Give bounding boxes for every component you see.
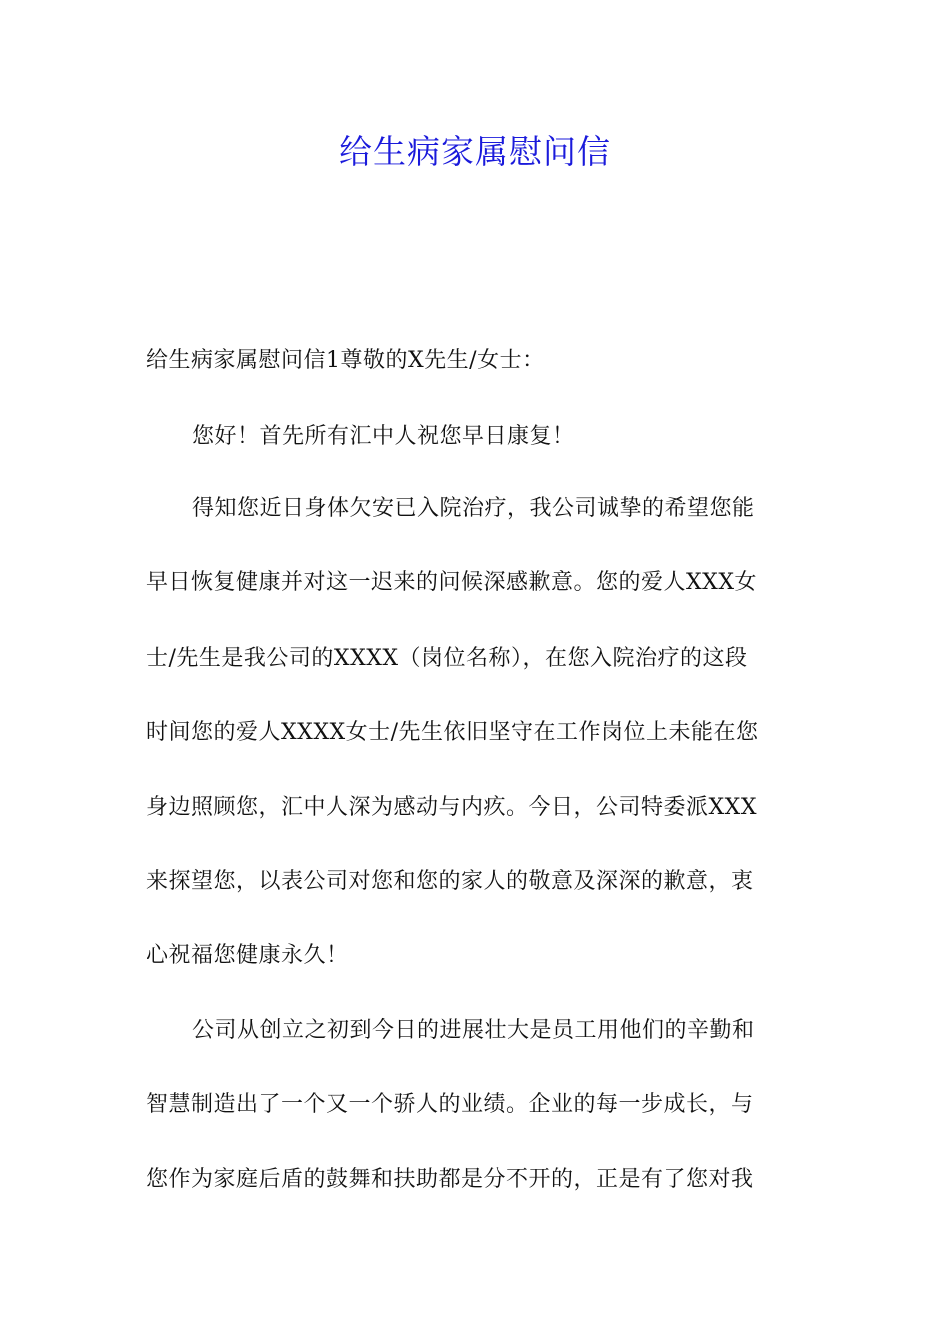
salutation-line: 给生病家属慰问信1尊敬的X先生/女士： [146,348,545,373]
document-title: 给生病家属慰问信 [339,132,611,171]
body-line: 公司从创立之初到今日的进展壮大是员工用他们的辛勤和 [192,1018,755,1043]
body-line: 早日恢复健康并对这一迟来的问候深感歉意。您的爱人XXX女 [146,570,757,595]
body-line: 智慧制造出了一个又一个骄人的业绩。企业的每一步成长，与 [146,1092,754,1117]
body-line: 您作为家庭后盾的鼓舞和扶助都是分不开的，正是有了您对我 [146,1167,754,1192]
body-line: 得知您近日身体欠安已入院治疗，我公司诚挚的希望您能 [192,496,755,521]
body-line: 时间您的爱人XXXX女士/先生依旧坚守在工作岗位上未能在您 [146,720,759,745]
body-line: 心祝福您健康永久！ [146,943,349,968]
body-line: 士/先生是我公司的XXXX（岗位名称），在您入院治疗的这段 [146,646,748,671]
body-line: 来探望您，以表公司对您和您的家人的敬意及深深的歉意，衷 [146,869,754,894]
greeting-line: 您好！首先所有汇中人祝您早日康复！ [192,424,575,449]
body-line: 身边照顾您，汇中人深为感动与内疚。今日，公司特委派XXX [146,795,757,820]
